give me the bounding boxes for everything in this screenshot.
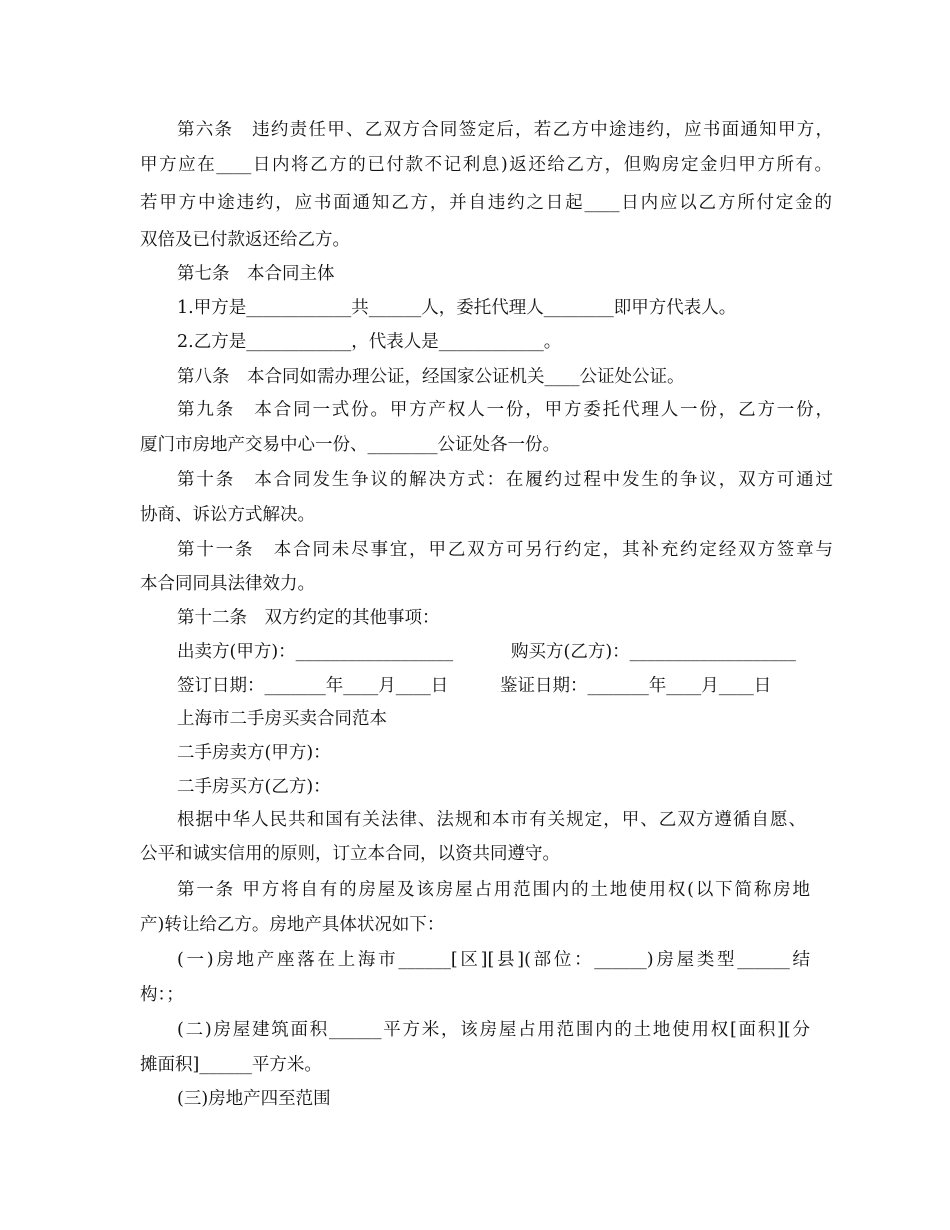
paragraph-line: 二手房买方(乙方)： — [177, 777, 331, 797]
paragraph-line: 1.甲方是____________共______人，委托代理人________即甲方代表人。 — [177, 298, 737, 318]
sign-date-line: 签订日期：_______年____月____日 — [177, 676, 449, 696]
buyer-signature-line: 购买方(乙方)：___________________ — [511, 642, 796, 662]
paragraph-line: 根据中华人民共和国有关法律、法规和本市有关规定，甲、乙双方遵循自愿、 — [177, 810, 806, 830]
paragraph-line: 构：； — [140, 985, 184, 1005]
paragraph-line: (三)房地产四至范围 — [177, 1089, 331, 1109]
paragraph-line: (一)房地产座落在上海市______[区][县](部位：______)房屋类型______结 — [177, 950, 810, 970]
paragraph-line: 厦门市房地产交易中心一份、________公证处各一份。 — [140, 435, 560, 455]
paragraph-line: 第八条 本合同如需办理公证，经国家公证机关____公证处公证。 — [177, 367, 685, 387]
seller-signature-line: 出卖方(甲方)：__________________ — [177, 642, 454, 662]
paragraph-line: 第九条 本合同一式份。甲方产权人一份，甲方委托代理人一份，乙方一份， — [177, 400, 833, 420]
paragraph-line: 第十条 本合同发生争议的解决方式：在履约过程中发生的争议，双方可通过 — [177, 470, 833, 490]
verify-date-line: 鉴证日期：_______年____月____日 — [500, 676, 772, 696]
paragraph-line: 第六条 违约责任甲、乙双方合同签定后，若乙方中途违约，应书面通知甲方， — [177, 120, 833, 140]
section-heading: 第七条 本合同主体 — [177, 264, 335, 284]
section-heading: 第十二条 双方约定的其他事项： — [177, 608, 440, 628]
paragraph-line: 二手房卖方(甲方)： — [177, 743, 331, 763]
paragraph-line: (二)房屋建筑面积______平方米，该房屋占用范围内的土地使用权[面积][分 — [177, 1020, 810, 1040]
paragraph-line: 甲方应在____日内将乙方的已付款不记利息)返还给乙方，但购房定金归甲方所有。 — [140, 155, 832, 175]
paragraph-line: 协商、诉讼方式解决。 — [140, 505, 315, 525]
paragraph-line: 第十一条 本合同未尽事宜，甲乙双方可另行约定，其补充约定经双方签章与 — [177, 540, 833, 560]
document-title: 上海市二手房买卖合同范本 — [177, 709, 387, 729]
paragraph-line: 若甲方中途违约，应书面通知乙方，并自违约之日起____日内应以乙方所付定金的 — [140, 193, 832, 213]
paragraph-line: 摊面积]______平方米。 — [140, 1055, 322, 1075]
paragraph-line: 产)转让给乙方。房地产具体状况如下： — [140, 915, 445, 935]
paragraph-line: 第一条 甲方将自有的房屋及该房屋占用范围内的土地使用权(以下简称房地 — [177, 880, 810, 900]
paragraph-line: 双倍及已付款返还给乙方。 — [140, 230, 350, 250]
paragraph-line: 公平和诚实信用的原则，订立本合同，以资共同遵守。 — [140, 844, 560, 864]
paragraph-line: 本合同同具法律效力。 — [140, 574, 315, 594]
paragraph-line: 2.乙方是____________，代表人是____________。 — [177, 332, 562, 352]
